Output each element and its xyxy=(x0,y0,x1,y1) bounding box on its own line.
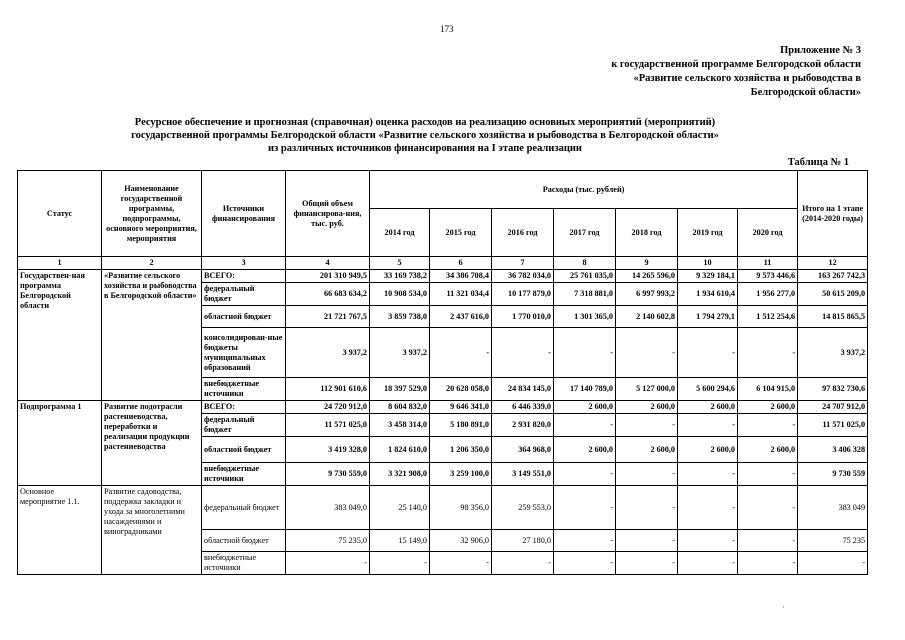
column-index: 3 xyxy=(202,257,286,270)
column-index: 8 xyxy=(554,257,616,270)
amount-cell: - xyxy=(616,486,678,530)
amount-cell: 8 604 832,0 xyxy=(370,401,430,414)
resource-table xyxy=(17,170,868,575)
page-number: 173 xyxy=(440,24,454,34)
amount-cell: 9 730 559,0 xyxy=(286,463,370,486)
amount-cell: - xyxy=(554,414,616,437)
amount-cell: 11 321 034,4 xyxy=(430,283,492,306)
header-year: 2014 год xyxy=(370,209,430,257)
amount-cell: - xyxy=(554,328,616,378)
amount-cell: 66 683 634,2 xyxy=(286,283,370,306)
amount-cell: 1 824 610,0 xyxy=(370,437,430,463)
row-status: Государствен-ная программа Белгородской области xyxy=(18,270,102,401)
amount-cell: 27 180,0 xyxy=(492,530,554,552)
amount-cell: 364 968,0 xyxy=(492,437,554,463)
header-year: 2020 год xyxy=(738,209,798,257)
header-status: Статус xyxy=(18,171,102,257)
scan-mark: · xyxy=(782,602,785,612)
amount-cell: 2 600,0 xyxy=(738,437,798,463)
funding-source: ВСЕГО: xyxy=(202,270,286,283)
funding-source: внебюджетные источники xyxy=(202,552,286,575)
amount-cell: 383 049 xyxy=(798,486,868,530)
amount-cell: 5 180 891,0 xyxy=(430,414,492,437)
amount-cell: 25 140,0 xyxy=(370,486,430,530)
column-index: 6 xyxy=(430,257,492,270)
amount-cell: - xyxy=(616,552,678,575)
amount-cell: 15 149,0 xyxy=(370,530,430,552)
amount-cell: 2 140 602,8 xyxy=(616,306,678,328)
header-year: 2017 год xyxy=(554,209,616,257)
amount-cell: - xyxy=(430,328,492,378)
amount-cell: 6 104 915,0 xyxy=(738,378,798,401)
header-year: 2019 год xyxy=(678,209,738,257)
amount-cell: 201 310 949,5 xyxy=(286,270,370,283)
funding-source: областной бюджет xyxy=(202,437,286,463)
amount-cell: - xyxy=(616,328,678,378)
amount-cell: - xyxy=(430,552,492,575)
amount-cell: 1 794 279,1 xyxy=(678,306,738,328)
amount-cell: 6 446 339,0 xyxy=(492,401,554,414)
funding-source: внебюджетные источники xyxy=(202,378,286,401)
amount-cell: 97 832 730,6 xyxy=(798,378,868,401)
amount-cell: 1 512 254,6 xyxy=(738,306,798,328)
amount-cell: - xyxy=(554,486,616,530)
amount-cell: 9 646 341,0 xyxy=(430,401,492,414)
funding-source: федеральный бюджет xyxy=(202,414,286,437)
row-status: Основное мероприятие 1.1. xyxy=(18,486,102,575)
amount-cell: 2 600,0 xyxy=(678,437,738,463)
amount-cell: 11 571 025,0 xyxy=(286,414,370,437)
appendix-header xyxy=(541,44,861,100)
column-index: 9 xyxy=(616,257,678,270)
header-year: 2016 год xyxy=(492,209,554,257)
amount-cell: - xyxy=(678,328,738,378)
column-index: 2 xyxy=(102,257,202,270)
amount-cell: 32 906,0 xyxy=(430,530,492,552)
amount-cell: - xyxy=(370,552,430,575)
row-name: «Развитие сельского хозяйства и рыбоводства в Белгородской области» xyxy=(102,270,202,401)
amount-cell: 20 628 058,0 xyxy=(430,378,492,401)
amount-cell: 10 908 534,0 xyxy=(370,283,430,306)
amount-cell: 1 301 365,0 xyxy=(554,306,616,328)
table-body xyxy=(18,270,868,575)
amount-cell: - xyxy=(738,486,798,530)
header-final: Итого на 1 этапе (2014-2020 годы) xyxy=(798,171,868,257)
header-year: 2015 год xyxy=(430,209,492,257)
amount-cell: 18 397 529,0 xyxy=(370,378,430,401)
amount-cell: 3 406 328 xyxy=(798,437,868,463)
column-index: 10 xyxy=(678,257,738,270)
amount-cell: 2 600,0 xyxy=(678,401,738,414)
amount-cell: 3 458 314,0 xyxy=(370,414,430,437)
amount-cell: - xyxy=(738,552,798,575)
amount-cell: - xyxy=(678,552,738,575)
amount-cell: 25 761 035,0 xyxy=(554,270,616,283)
table-row xyxy=(18,486,868,530)
amount-cell: 24 834 145,0 xyxy=(492,378,554,401)
table-number: Таблица № 1 xyxy=(787,157,849,168)
header-name: Наименование государственной программы, подпрограммы, основного мероприятия, мероприятия xyxy=(102,171,202,257)
amount-cell: 259 553,0 xyxy=(492,486,554,530)
amount-cell: - xyxy=(616,530,678,552)
funding-source: федеральный бюджет xyxy=(202,283,286,306)
amount-cell: - xyxy=(492,328,554,378)
title-line: из различных источников финансирования на I этапе реализации xyxy=(268,143,582,154)
amount-cell: 2 931 820,0 xyxy=(492,414,554,437)
funding-source: областной бюджет xyxy=(202,306,286,328)
column-index: 4 xyxy=(286,257,370,270)
header-source: Источники финансирования xyxy=(202,171,286,257)
amount-cell: 5 127 000,0 xyxy=(616,378,678,401)
amount-cell: 24 720 912,0 xyxy=(286,401,370,414)
amount-cell: 75 235,0 xyxy=(286,530,370,552)
amount-cell: - xyxy=(738,530,798,552)
amount-cell: 98 356,0 xyxy=(430,486,492,530)
amount-cell: - xyxy=(798,552,868,575)
amount-cell: 36 782 034,0 xyxy=(492,270,554,283)
amount-cell: 2 600,0 xyxy=(738,401,798,414)
amount-cell: 2 600,0 xyxy=(554,401,616,414)
amount-cell: 3 419 328,0 xyxy=(286,437,370,463)
funding-source: ВСЕГО: xyxy=(202,401,286,414)
header-year: 2018 год xyxy=(616,209,678,257)
amount-cell: 3 937,2 xyxy=(370,328,430,378)
appendix-line: Белгородской области» xyxy=(750,87,861,98)
amount-cell: 14 265 596,0 xyxy=(616,270,678,283)
amount-cell: 9 730 559 xyxy=(798,463,868,486)
amount-cell: - xyxy=(678,463,738,486)
amount-cell: 1 206 350,0 xyxy=(430,437,492,463)
amount-cell: 3 149 551,0 xyxy=(492,463,554,486)
column-index: 12 xyxy=(798,257,868,270)
amount-cell: 7 318 881,0 xyxy=(554,283,616,306)
amount-cell: - xyxy=(738,328,798,378)
amount-cell: 3 321 908,0 xyxy=(370,463,430,486)
amount-cell: 9 573 446,6 xyxy=(738,270,798,283)
amount-cell: - xyxy=(738,414,798,437)
funding-source: внебюджетные источники xyxy=(202,463,286,486)
amount-cell: - xyxy=(554,463,616,486)
column-index: 5 xyxy=(370,257,430,270)
amount-cell: 2 600,0 xyxy=(616,437,678,463)
amount-cell: 1 770 010,0 xyxy=(492,306,554,328)
amount-cell: 33 169 738,2 xyxy=(370,270,430,283)
table-row xyxy=(18,401,868,414)
amount-cell: 2 600,0 xyxy=(616,401,678,414)
appendix-line: Приложение № 3 xyxy=(780,45,861,56)
amount-cell: 2 437 616,0 xyxy=(430,306,492,328)
amount-cell: 1 956 277,0 xyxy=(738,283,798,306)
amount-cell: 34 386 708,4 xyxy=(430,270,492,283)
funding-source: областной бюджет xyxy=(202,530,286,552)
amount-cell: 14 815 865,5 xyxy=(798,306,868,328)
funding-source: консолидирован-ные бюджеты муниципальных образований xyxy=(202,328,286,378)
title-line: государственной программы Белгородской области «Развитие сельского хозяйства и рыбоводства в Белгородской области» xyxy=(131,130,719,141)
amount-cell: - xyxy=(678,414,738,437)
amount-cell: 24 707 912,0 xyxy=(798,401,868,414)
amount-cell: 3 937,2 xyxy=(798,328,868,378)
header-total: Общий объем финансирова-ния, тыс. руб. xyxy=(286,171,370,257)
amount-cell: 50 615 209,0 xyxy=(798,283,868,306)
document-title xyxy=(40,116,810,155)
amount-cell: - xyxy=(616,463,678,486)
amount-cell: 11 571 025,0 xyxy=(798,414,868,437)
appendix-line: к государственной программе Белгородской области xyxy=(611,59,861,70)
amount-cell: - xyxy=(738,463,798,486)
amount-cell: 9 329 184,1 xyxy=(678,270,738,283)
amount-cell: 1 934 610,4 xyxy=(678,283,738,306)
amount-cell: 3 259 100,0 xyxy=(430,463,492,486)
amount-cell: - xyxy=(554,552,616,575)
column-index-row xyxy=(18,257,868,270)
amount-cell: - xyxy=(616,414,678,437)
column-index: 1 xyxy=(18,257,102,270)
amount-cell: 10 177 879,0 xyxy=(492,283,554,306)
column-index: 11 xyxy=(738,257,798,270)
amount-cell: - xyxy=(286,552,370,575)
row-name: Развитие садоводства, поддержка закладки и ухода за многолетними насаждениями и виноградниками xyxy=(102,486,202,575)
row-status: Подпрограмма 1 xyxy=(18,401,102,486)
header-expenses: Расходы (тыс. рублей) xyxy=(370,171,798,209)
table-row xyxy=(18,270,868,283)
amount-cell: 3 859 738,0 xyxy=(370,306,430,328)
amount-cell: 5 600 294,6 xyxy=(678,378,738,401)
title-line: Ресурсное обеспечение и прогнозная (справочная) оценка расходов на реализацию основных мероприятий (мероприятий) xyxy=(134,117,716,128)
amount-cell: 3 937,2 xyxy=(286,328,370,378)
column-index: 7 xyxy=(492,257,554,270)
row-name: Развитие подотрасли растениеводства, переработки и реализации продукции растениеводства xyxy=(102,401,202,486)
amount-cell: 163 267 742,3 xyxy=(798,270,868,283)
amount-cell: 75 235 xyxy=(798,530,868,552)
amount-cell: - xyxy=(492,552,554,575)
amount-cell: 21 721 767,5 xyxy=(286,306,370,328)
amount-cell: 112 901 610,6 xyxy=(286,378,370,401)
amount-cell: 17 140 789,0 xyxy=(554,378,616,401)
amount-cell: 2 600,0 xyxy=(554,437,616,463)
funding-source: федеральный бюджет xyxy=(202,486,286,530)
amount-cell: 383 049,0 xyxy=(286,486,370,530)
amount-cell: 6 997 993,2 xyxy=(616,283,678,306)
amount-cell: - xyxy=(554,530,616,552)
appendix-line: «Развитие сельского хозяйства и рыбоводства в xyxy=(633,73,861,84)
amount-cell: - xyxy=(678,486,738,530)
amount-cell: - xyxy=(678,530,738,552)
